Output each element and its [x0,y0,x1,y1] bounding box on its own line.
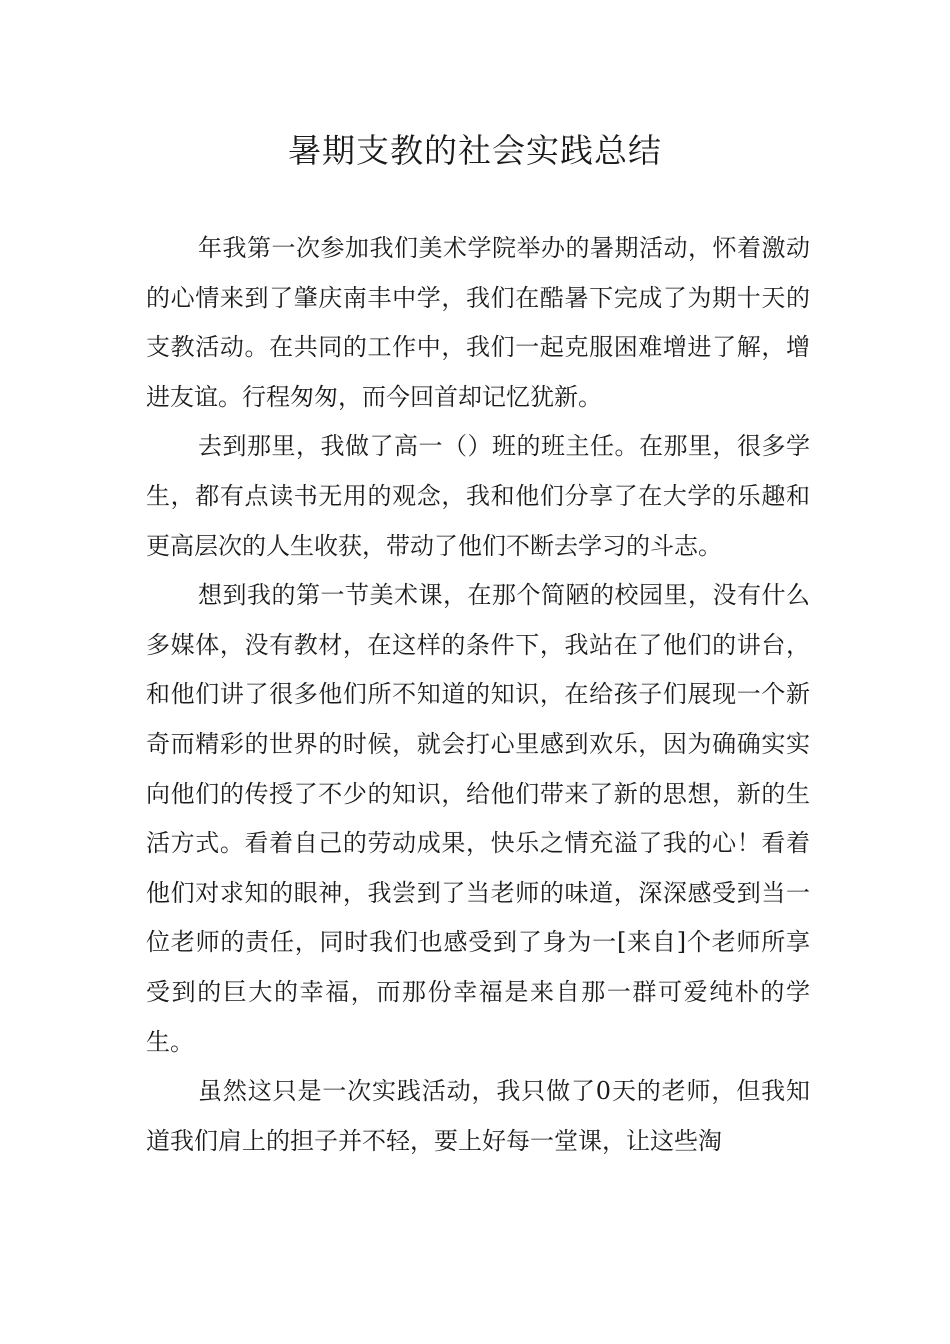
document-body [146,224,810,1166]
paragraph-3: 想到我的第一节美术课，在那个简陋的校园里，没有什么多媒体，没有教材，在这样的条件下，我站在了他们的讲台，和他们讲了很多他们所不知道的知识，在给孩子们展现一个新奇而精彩的世界的时候，就会打心里感到欢乐，因为确确实实向他们的传授了不少的知识，给他们带来了新的思想，新的生活方式。看着自己的劳动成果，快乐之情充溢了我的心！看着他们对求知的眼神，我尝到了当老师的味道，深深感受到当一位老师的责任，同时我们也感受到了身为一[来自]个老师所享受到的巨大的幸福，而那份幸福是来自那一群可爱纯朴的学生。 [146,581,810,1056]
paragraph-2: 去到那里，我做了高一（）班的班主任。在那里，很多学生，都有点读书无用的观念，我和他们分享了在大学的乐趣和更高层次的人生收获，带动了他们不断去学习的斗志。 [146,432,810,560]
paragraph-4: 虽然这只是一次实践活动，我只做了0天的老师，但我知道我们肩上的担子并不轻，要上好每一堂课，让这些淘 [146,1077,810,1155]
paragraph-1: 年我第一次参加我们美术学院举办的暑期活动，怀着激动的心情来到了肇庆南丰中学，我们在酷暑下完成了为期十天的支教活动。在共同的工作中，我们一起克服困难增进了解，增进友谊。行程匆匆，而今回首却记忆犹新。 [146,234,810,411]
document-title: 暑期支教的社会实践总结 [288,131,662,170]
